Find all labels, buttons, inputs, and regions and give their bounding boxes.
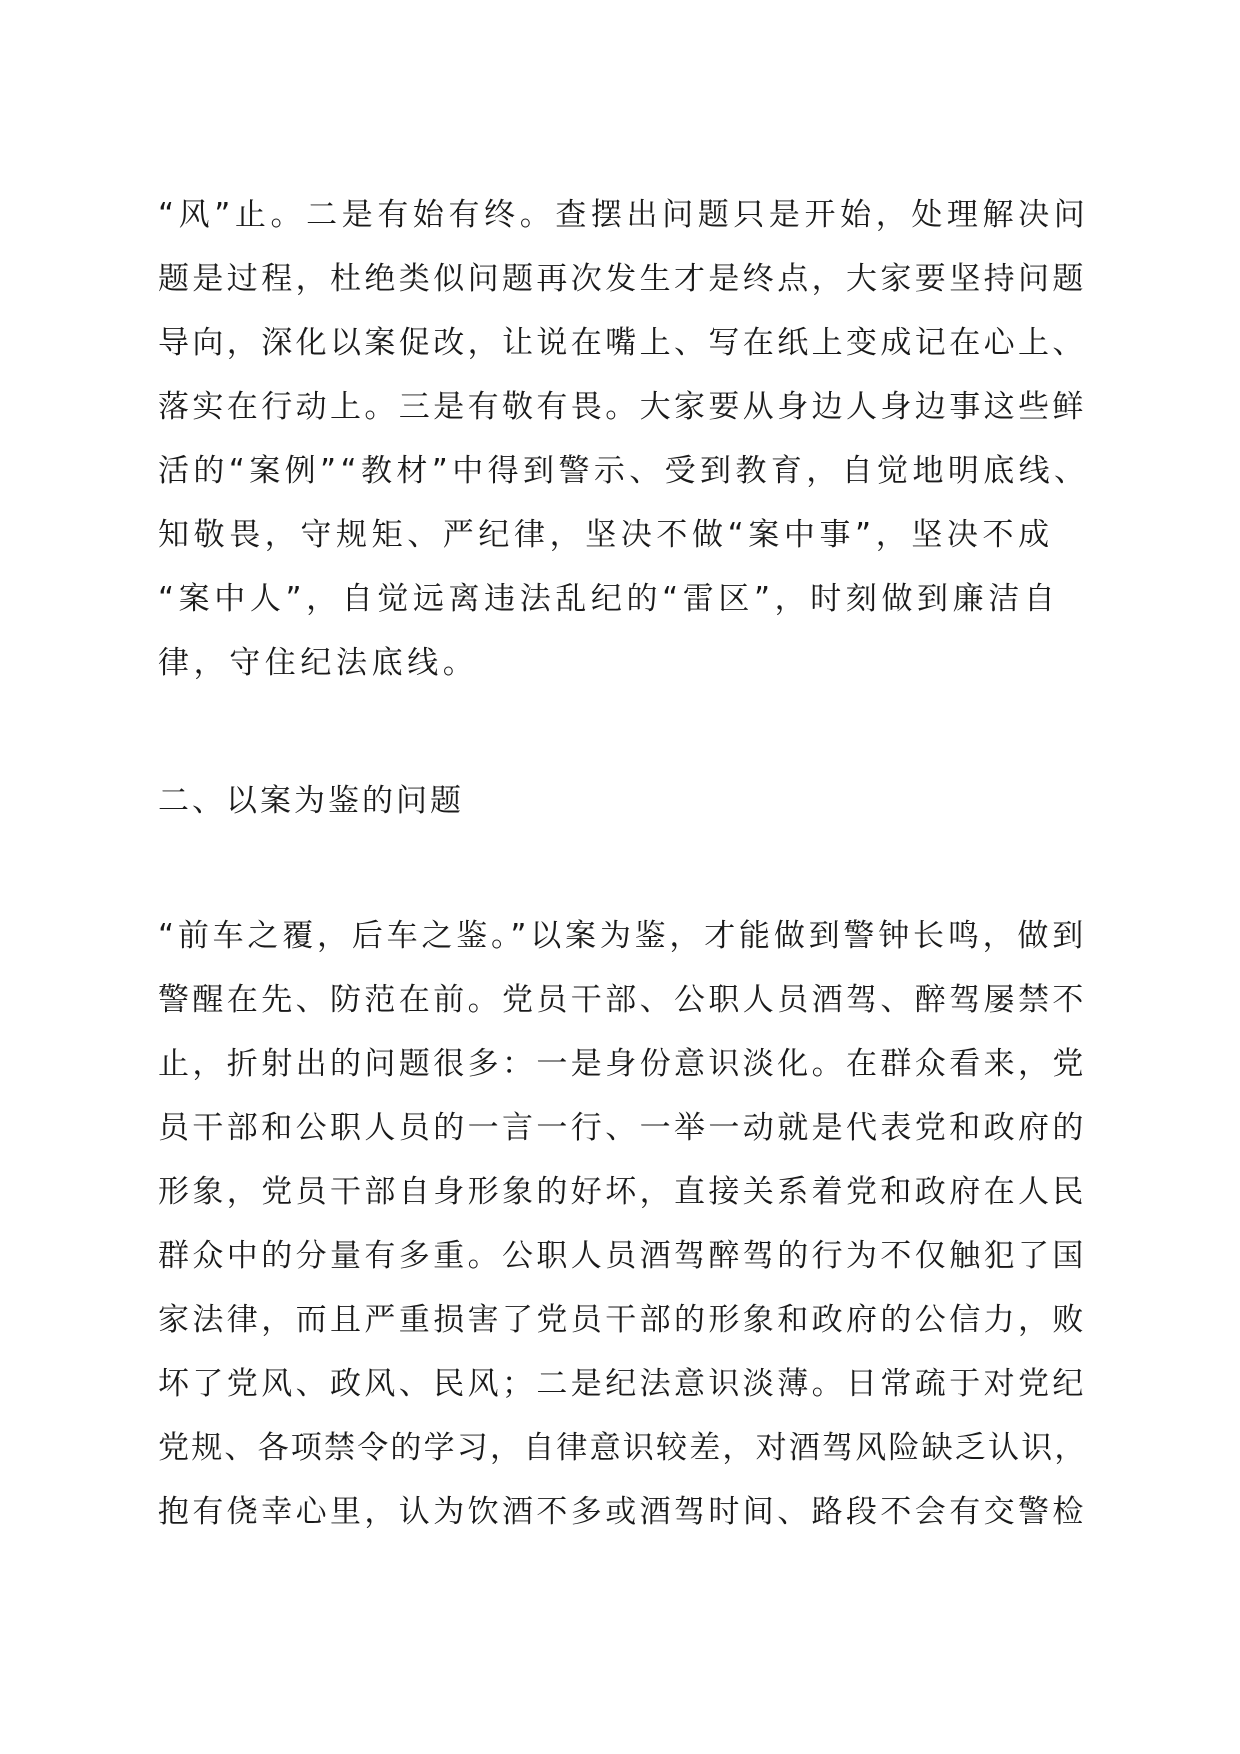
paragraph2-line-5: 形象，党员干部自身形象的好坏，直接关系着党和政府在人民	[158, 1174, 1087, 1210]
paragraph1-line-2: 题是过程，杜绝类似问题再次发生才是终点，大家要坚持问题	[158, 261, 1087, 297]
paragraph1-line-1: “风”止。二是有始有终。查摆出问题只是开始，处理解决问	[158, 197, 1090, 233]
paragraph1-line-4: 落实在行动上。三是有敬有畏。大家要从身边人身边事这些鲜	[158, 389, 1087, 425]
paragraph2-line-10: 抱有侥幸心里，认为饮酒不多或酒驾时间、路段不会有交警检	[158, 1494, 1087, 1530]
paragraph2-line-7: 家法律，而且严重损害了党员干部的形象和政府的公信力，败	[158, 1302, 1087, 1338]
paragraph1-line-8: 律，守住纪法底线。	[158, 645, 479, 681]
paragraph2-line-3: 止，折射出的问题很多：一是身份意识淡化。在群众看来，党	[158, 1046, 1087, 1082]
paragraph1-line-7: “案中人”，自觉远离违法乱纪的“雷区”，时刻做到廉洁自	[158, 581, 1060, 617]
paragraph2-line-8: 坏了党风、政风、民风；二是纪法意识淡薄。日常疏于对党纪	[158, 1366, 1087, 1402]
paragraph1-line-5: 活的“案例”“教材”中得到警示、受到教育，自觉地明底线、	[158, 453, 1090, 489]
paragraph1-line-6: 知敬畏，守规矩、严纪律，坚决不做“案中事”，坚决不成	[158, 517, 1054, 553]
paragraph2-line-9: 党规、各项禁令的学习，自律意识较差，对酒驾风险缺乏认识，	[158, 1430, 1088, 1466]
paragraph2-line-2: 警醒在先、防范在前。党员干部、公职人员酒驾、醉驾屡禁不	[158, 982, 1087, 1018]
paragraph2-line-4: 员干部和公职人员的一言一行、一举一动就是代表党和政府的	[158, 1110, 1087, 1146]
paragraph1-line-3: 导向，深化以案促改，让说在嘴上、写在纸上变成记在心上、	[158, 325, 1087, 361]
paragraph2-line-1: “前车之覆，后车之鉴。”以案为鉴，才能做到警钟长鸣，做到	[158, 918, 1088, 954]
paragraph2-line-6: 群众中的分量有多重。公职人员酒驾醉驾的行为不仅触犯了国	[158, 1238, 1087, 1274]
section-heading: 二、以案为鉴的问题	[158, 783, 464, 819]
